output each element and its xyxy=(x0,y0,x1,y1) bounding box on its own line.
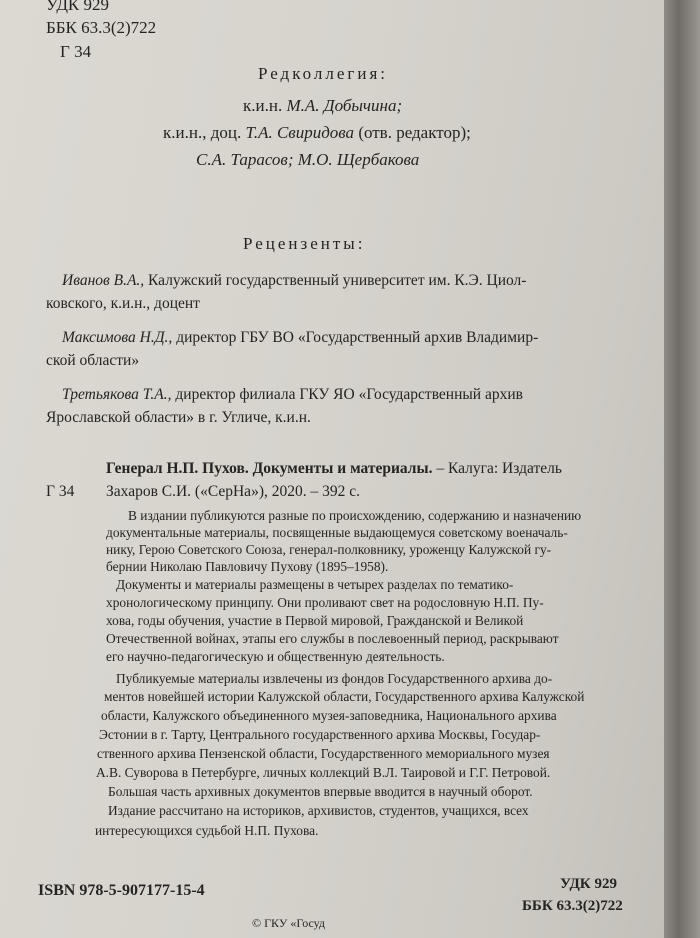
annotation-line: Отечественной войнах, этапы его службы в послевоенный период, раскрывают xyxy=(106,631,559,646)
annotation-line: бернии Николаю Павловичу Пухову (1895–1958). xyxy=(106,559,389,574)
reviewer-text-cont: ской области» xyxy=(46,352,140,369)
annotation-line: документальные материалы, посвященные выдающемуся советскому военачаль- xyxy=(106,525,568,540)
catalog-publisher-line: Захаров С.И. («СерНа»), 2020. – 392 с. xyxy=(106,483,360,500)
reviewer-name: Третьякова Т.А., xyxy=(62,386,172,403)
annotation-line: интересующихся судьбой Н.П. Пухова. xyxy=(95,823,319,838)
annotation-line: хова, годы обучения, участие в Первой мировой, Гражданской и Великой xyxy=(106,613,524,628)
annotation-line: Публикуемые материалы извлечены из фондов Государственного архива до- xyxy=(116,671,553,686)
annotation-line: Большая часть архивных документов впервые вводится в научный оборот. xyxy=(108,784,533,799)
annotation-line: Эстонии в г. Тарту, Центрального государственного архива Москвы, Государ- xyxy=(99,727,541,742)
author-mark-top: Г 34 xyxy=(60,42,92,61)
book-title: Генерал Н.П. Пухов. Документы и материалы. xyxy=(106,460,433,477)
annotation-line: его научно-педагогическую и общественную деятельность. xyxy=(106,649,445,664)
reviewer-entry xyxy=(62,386,523,404)
reviewer-text: Калужский государственный университет им. К.Э. Циол- xyxy=(148,272,527,289)
bbk-code-top: ББК 63.3(2)722 xyxy=(46,18,157,37)
page-edge xyxy=(664,0,700,938)
isbn: ISBN 978-5-907177-15-4 xyxy=(38,882,205,899)
bbk-code-bottom: ББК 63.3(2)722 xyxy=(522,898,623,914)
degree: к.и.н. xyxy=(243,96,283,115)
copyright: © ГКУ «Госуд xyxy=(252,916,326,930)
catalog-title-line xyxy=(106,460,562,478)
degree: к.и.н., доц. xyxy=(163,123,242,142)
reviewers-title: Рецензенты: xyxy=(243,234,366,253)
reviewer-entry xyxy=(62,329,538,347)
annotation-line: ственного архива Пензенской области, Государственного мемориального музея xyxy=(97,746,550,761)
annotation-line: хронологическому принципу. Они проливают свет на родословную Н.П. Пу- xyxy=(106,595,544,610)
annotation-line: нику, Герою Советского Союза, генерал-полковнику, уроженцу Калужской гу- xyxy=(106,542,552,557)
publisher-info: – Калуга: Издатель xyxy=(436,460,562,477)
reviewer-text-cont: ковского, к.и.н., доцент xyxy=(46,295,200,312)
editor-note: (отв. редактор); xyxy=(358,123,471,142)
reviewer-text-cont: Ярославской области» в г. Угличе, к.и.н. xyxy=(46,409,311,426)
editorial-board-line xyxy=(243,96,402,116)
reviewer-name: Иванов В.А., xyxy=(62,272,145,289)
editorial-board-line: С.А. Тарасов; М.О. Щербакова xyxy=(196,150,420,169)
catalog-code: Г 34 xyxy=(46,483,75,500)
reviewer-text: директор филиала ГКУ ЯО «Государственный архив xyxy=(175,386,523,403)
udk-code-top: УДК 929 xyxy=(46,0,110,14)
editor-name: М.А. Добычина; xyxy=(286,96,403,115)
annotation-line: ментов новейшей истории Калужской области, Государственного архива Калужской xyxy=(104,689,585,704)
annotation-line: Издание рассчитано на историков, архивистов, студентов, учащихся, всех xyxy=(108,803,529,818)
editorial-board-line xyxy=(163,123,471,143)
udk-code-bottom: УДК 929 xyxy=(560,876,617,892)
annotation-line: области, Калужского объединенного музея-заповедника, Национального архива xyxy=(101,708,557,723)
annotation-line: Документы и материалы размещены в четырех разделах по тематико- xyxy=(116,577,514,592)
reviewer-text: директор ГБУ ВО «Государственный архив Владимир- xyxy=(176,329,539,346)
reviewer-name: Максимова Н.Д., xyxy=(62,329,173,346)
annotation-line: В издании публикуются разные по происхождению, содержанию и назначению xyxy=(128,508,582,523)
annotation-line: А.В. Суворова в Петербурге, личных коллекций В.Л. Таировой и Г.Г. Петровой. xyxy=(96,765,551,780)
editorial-board-title: Редколлегия: xyxy=(258,64,388,83)
reviewer-entry xyxy=(62,272,526,290)
editor-name: Т.А. Свиридова xyxy=(245,123,355,142)
